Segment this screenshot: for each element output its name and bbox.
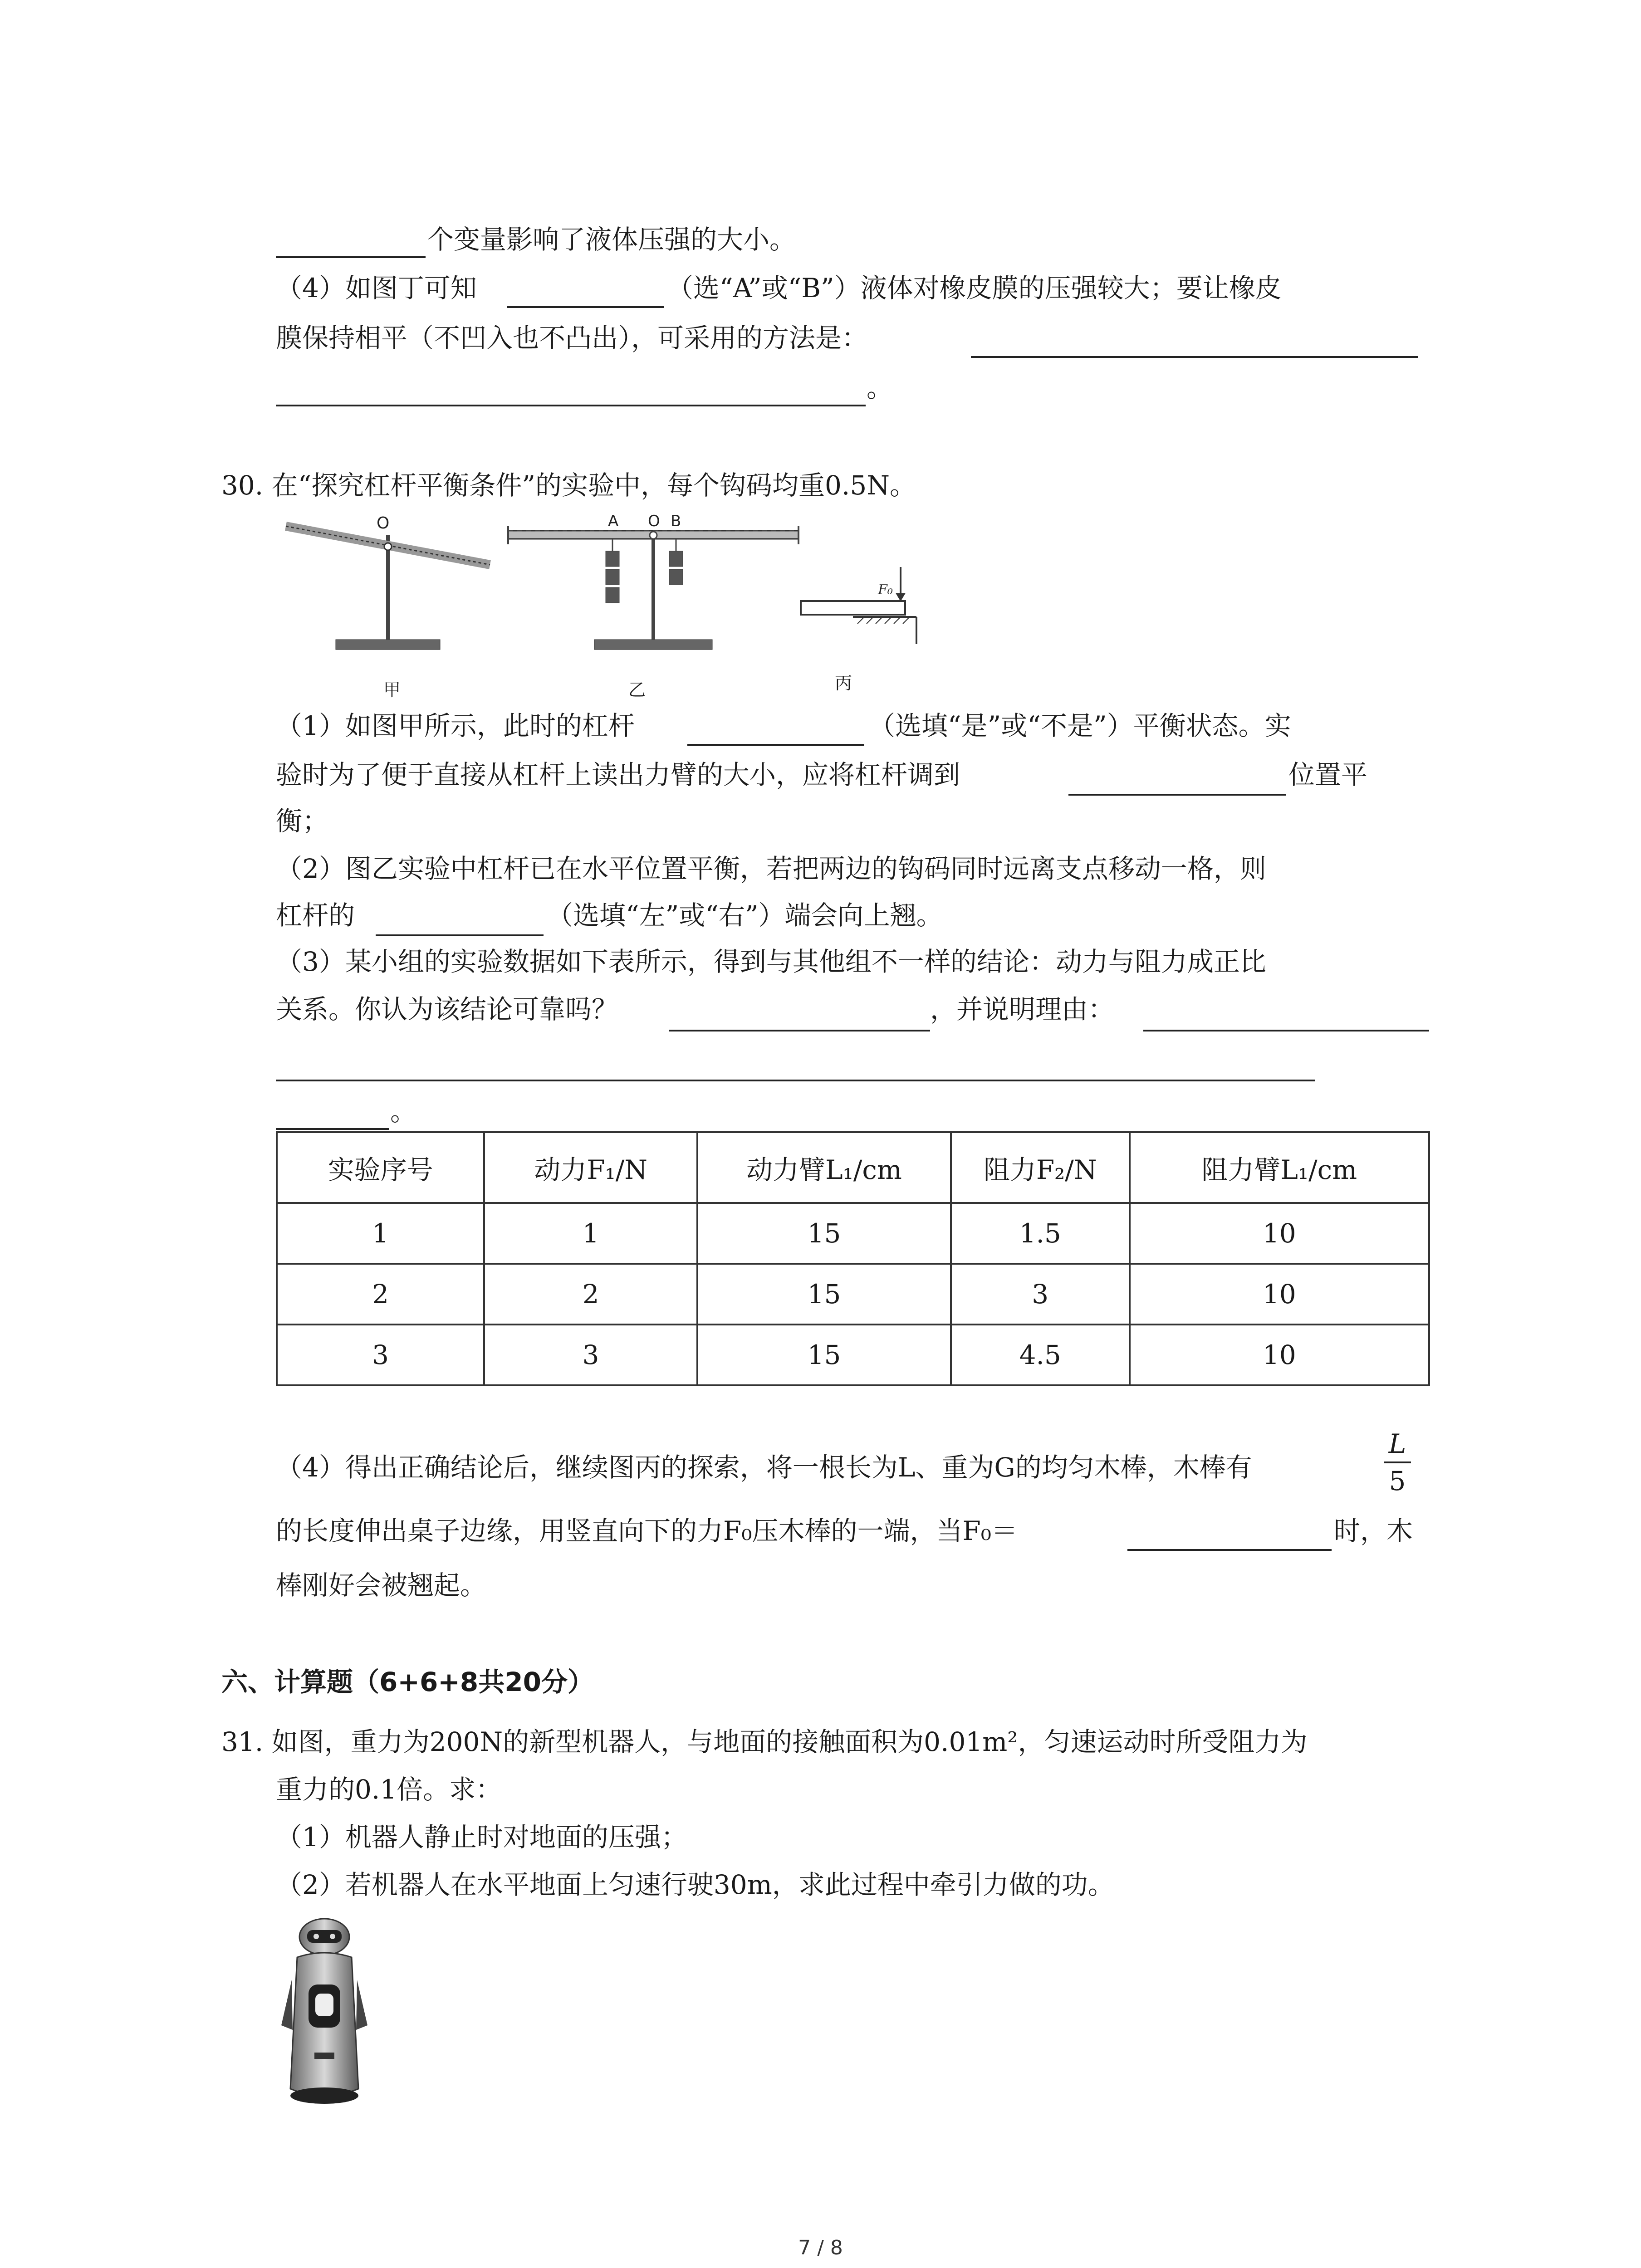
- text-line: 时，木: [1334, 1515, 1413, 1546]
- answer-blank[interactable]: [276, 1128, 389, 1130]
- question-31-line: （1）机器人静止时对地面的压强；: [276, 1822, 687, 1853]
- pivot-o-label-yi: O: [648, 512, 660, 530]
- answer-blank[interactable]: [1068, 794, 1286, 796]
- table-cell: 15: [697, 1203, 951, 1264]
- text-line: （选“A”或“B”）液体对橡皮膜的压强较大；要让橡皮: [667, 273, 1282, 303]
- text-line: 的长度伸出桌子边缘，用竖直向下的力F₀压木棒的一端，当F₀＝: [276, 1515, 1018, 1546]
- answer-blank[interactable]: [276, 405, 866, 406]
- text-line: 衡；: [276, 806, 329, 836]
- table-header: 动力臂L₁/cm: [697, 1132, 951, 1203]
- table-cell: 15: [697, 1264, 951, 1325]
- table-header: 动力F₁/N: [484, 1132, 697, 1203]
- sentence-end: 。: [390, 1096, 417, 1127]
- text-line: （2）图乙实验中杠杆已在水平位置平衡，若把两边的钩码同时远离支点移动一格，则: [276, 853, 1266, 884]
- lever-figures: [272, 508, 930, 699]
- answer-blank[interactable]: [669, 1030, 930, 1031]
- figure-label-yi: 乙: [628, 680, 646, 700]
- figure-bing-rod: [801, 567, 916, 644]
- answer-blank[interactable]: [1143, 1030, 1429, 1031]
- question-31-line: （2）若机器人在水平地面上匀速行驶30m，求此过程中牵引力做的功。: [276, 1869, 1114, 1900]
- point-a-label: A: [608, 512, 619, 530]
- fraction-numerator: L: [1388, 1428, 1406, 1459]
- table-cell: 1.5: [951, 1203, 1130, 1264]
- text-line: （3）某小组的实验数据如下表所示，得到与其他组不一样的结论：动力与阻力成正比: [276, 946, 1266, 977]
- answer-blank[interactable]: [276, 256, 426, 258]
- text-line: （选填“是”或“不是”）平衡状态。实: [869, 710, 1291, 741]
- force-f0-label: F₀: [878, 582, 893, 598]
- question-31-line: 重力的0.1倍。求：: [276, 1774, 502, 1805]
- point-b-label: B: [671, 512, 681, 530]
- table-cell: 2: [277, 1264, 484, 1325]
- text-line: 位置平: [1288, 759, 1368, 790]
- question-31-line: 31. 如图，重力为200N的新型机器人，与地面的接触面积为0.01m²，匀速运动时所受阻力为: [221, 1726, 1308, 1757]
- table-row: [277, 1325, 1429, 1385]
- figure-label-jia: 甲: [383, 680, 401, 700]
- table-cell: 15: [697, 1325, 951, 1385]
- table-cell: 4.5: [951, 1325, 1130, 1385]
- fraction-bar: [1384, 1461, 1411, 1463]
- pivot-o-label-jia: O: [377, 514, 390, 533]
- answer-blank[interactable]: [507, 306, 664, 308]
- section-heading: 六、计算题（6+6+8共20分）: [221, 1667, 594, 1697]
- table-header: 实验序号: [277, 1132, 484, 1203]
- text-line: ，并说明理由：: [930, 994, 1115, 1025]
- text-line: 膜保持相平（不凹入也不凸出），可采用的方法是：: [276, 323, 868, 353]
- figure-label-bing: 丙: [835, 673, 852, 693]
- text-line: （4）如图丁可知: [276, 273, 477, 303]
- fraction-denominator: 5: [1389, 1466, 1406, 1496]
- robot-illustration: [279, 1916, 370, 2116]
- text-line: （选填“左”或“右”）端会向上翘。: [547, 900, 943, 931]
- table-header: 阻力F₂/N: [951, 1132, 1130, 1203]
- table-cell: 2: [484, 1264, 697, 1325]
- table-cell: 3: [951, 1264, 1130, 1325]
- table-header-row: [277, 1132, 1429, 1203]
- text-line: 验时为了便于直接从杠杆上读出力臂的大小，应将杠杆调到: [276, 759, 960, 790]
- text-line: 关系。你认为该结论可靠吗？: [276, 994, 618, 1025]
- text-line: 个变量影响了液体压强的大小。: [427, 224, 796, 255]
- table-cell: 3: [484, 1325, 697, 1385]
- table-cell: 10: [1130, 1325, 1429, 1385]
- text-line: （1）如图甲所示，此时的杠杆: [276, 710, 635, 741]
- text-line: （4）得出正确结论后，继续图丙的探索，将一根长为L、重为G的均匀木棒，木棒有: [276, 1452, 1252, 1483]
- table-cell: 1: [484, 1203, 697, 1264]
- sentence-end: 。: [867, 372, 893, 403]
- answer-blank[interactable]: [276, 1080, 1315, 1081]
- figure-jia-lever: [286, 526, 490, 650]
- answer-blank[interactable]: [971, 356, 1418, 358]
- fraction-l-over-5: [1379, 1429, 1416, 1496]
- experiment-data-table: [276, 1131, 1430, 1386]
- answer-blank[interactable]: [687, 744, 864, 746]
- text-line: 棒刚好会被翘起。: [276, 1570, 487, 1601]
- answer-blank[interactable]: [1127, 1549, 1332, 1551]
- answer-blank[interactable]: [376, 934, 544, 936]
- text-line: 杠杆的: [276, 900, 355, 931]
- table-cell: 3: [277, 1325, 484, 1385]
- question-30-intro: 30. 在“探究杠杆平衡条件”的实验中，每个钩码均重0.5N。: [221, 470, 916, 501]
- table-cell: 10: [1130, 1203, 1429, 1264]
- table-cell: 1: [277, 1203, 484, 1264]
- table-cell: 10: [1130, 1264, 1429, 1325]
- table-row: [277, 1203, 1429, 1264]
- page-number: 7 / 8: [798, 2236, 843, 2259]
- figure-yi-lever: [508, 526, 798, 650]
- table-header: 阻力臂L₁/cm: [1130, 1132, 1429, 1203]
- table-row: [277, 1264, 1429, 1325]
